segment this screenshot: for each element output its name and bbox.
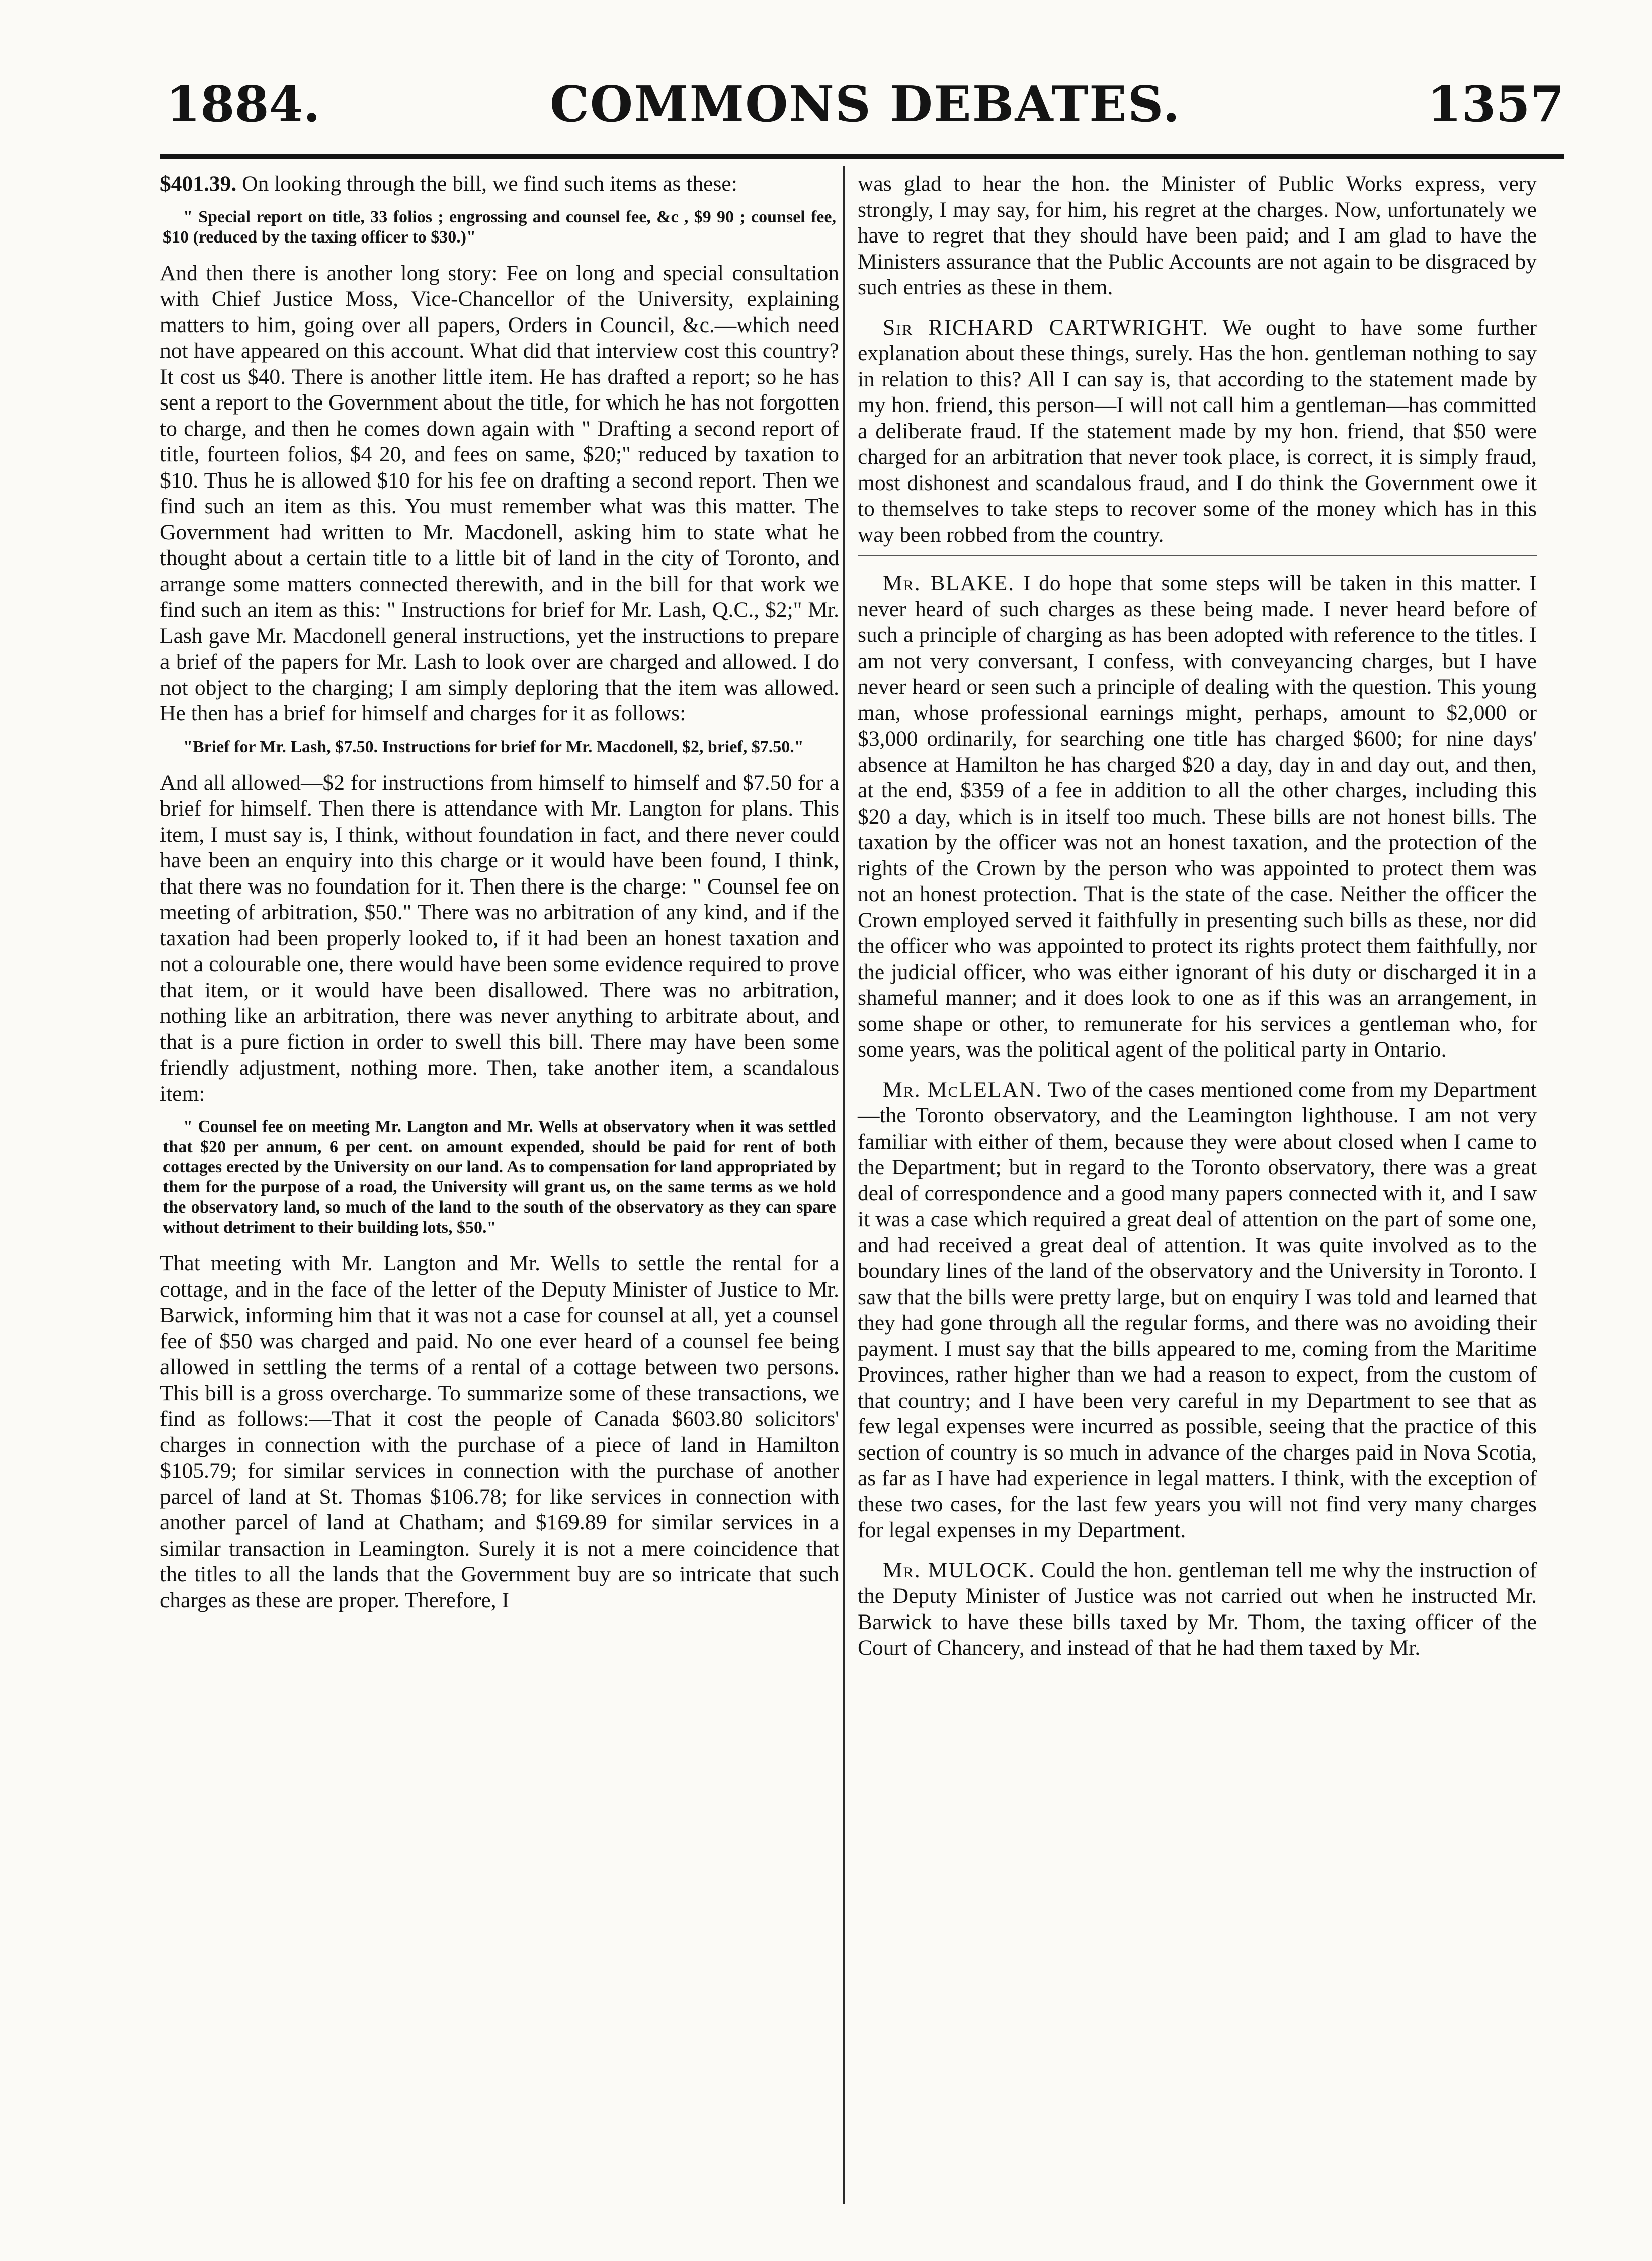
speaker-name: Mr. McLELAN. <box>883 1077 1043 1102</box>
header-year: 1884. <box>166 75 320 133</box>
left-column <box>160 171 839 1621</box>
quote-brief-for-lash: "Brief for Mr. Lash, $7.50. Instructions for brief for Mr. Macdonell, $2, brief, $7.50." <box>183 737 804 756</box>
speech-cartwright <box>858 315 1537 548</box>
header-page-number: 1357 <box>1427 75 1564 133</box>
quote-special-report: " Special report on title, 33 folios ; engrossing and counsel fee, &c , $9 90 ; counsel fee, $10 (reduced by the taxing officer to $30.)" <box>163 207 836 247</box>
right-column <box>858 171 1537 1668</box>
left-paragraph-1-text: On looking through the bill, we find such items as these: <box>242 172 737 196</box>
section-rule <box>858 555 1537 556</box>
amount-lead: $401.39. <box>160 172 237 196</box>
left-paragraph-3: And all allowed—$2 for instructions from himself to himself and $7.50 for a brief for himself. Then there is attendance with Mr. Langton for plans. This item, I must say is, I think, without foundation in fact, and there never could have been an enquiry into this charge or it would have been found, I think, that there was no foundation for it. Then there is the charge: " Counsel fee on meeting of arbitration, $50." There was no arbitration of any kind, and if the taxation had been properly looked to, if it had been an honest taxation and not a colourable one, there would have been some evidence required to prove that item, or it would have been disallowed. There was no arbitration, nothing like an arbitration, there was never anything to arbitrate about, and that is a pure fiction in order to swell this bill. There may have been some friendly adjustment, nothing more. Then, take another item, a scandalous item: <box>160 770 839 1106</box>
header-title: COMMONS DEBATES. <box>549 75 1181 133</box>
left-paragraph-4: That meeting with Mr. Langton and Mr. Wells to settle the rental for a cottage, and in the face of the letter of the Deputy Minister of Justice to Mr. Barwick, informing him that it was not a case for counsel at all, yet a counsel fee of $50 was charged and paid. No one ever heard of a counsel fee being allowed in settling the terms of a rental of a cottage between two persons. This bill is a gross overcharge. To summarize some of these transactions, we find as follows:—That it cost the people of Canada $603.80 solicitors' charges in connection with the purchase of a piece of land in Hamilton $105.79; for similar services in connection with the purchase of another parcel of land at St. Thomas $106.78; for like services in connection with another parcel of land at Chatham; and $169.89 for similar services in a similar transaction in Leamington. Surely it is not a mere coincidence that the titles to all the lands that the Government buy are so intricate that such charges as these are proper. Therefore, I <box>160 1251 839 1612</box>
speaker-name: Sir RICHARD CARTWRIGHT. <box>883 315 1209 340</box>
right-paragraph-1: was glad to hear the hon. the Minister of Public Works express, very strongly, I may say, for him, his regret at the charges. Now, unfortunately we have to regret that they should have been paid; and I am glad to have the Ministers assurance that the Public Accounts are not again to be disgraced by such entries as these in them. <box>858 172 1537 299</box>
speaker-name: Mr. BLAKE. <box>883 571 1015 595</box>
speech-text: Two of the cases mentioned come from my Department—the Toronto observatory, and the Leamington lighthouse. I am not very familiar with either of them, because they were about closed when I came to the Department; but in regard to the Toronto observatory, there was a great deal of correspondence and a good many papers connected with it, and I saw it was a case which required a great deal of attention on the part of some one, and had received a great deal of attention. It was quite involved as to the boundary lines of the land of the observatory and the University in Toronto. I saw that the bills were pretty large, but on enquiry I was told and learned that they had gone through all the regular forms, and there was no avoiding their payment. I must say that the bills appeared to me, coming from the Maritime Provinces, rather higher than we had a reason to expect, from the custom of that country; and I have been very careful in my Department to see that as few legal expenses were incurred as possible, seeing that the practice of this section of country is so much in advance of the charges paid in Nova Scotia, as far as I have had experience in legal matters. I think, with the exception of these two cases, for the last few years you will not find very many charges for legal expenses in my Department. <box>858 1077 1537 1542</box>
column-divider <box>843 166 845 2204</box>
header-rule <box>160 154 1564 159</box>
speech-blake <box>858 571 1537 1063</box>
speech-text: I do hope that some steps will be taken in this matter. I never heard of such charges as these being made. I never heard before of such a principle of charging as has been adopted with reference to the titles. I am not very conversant, I confess, with conveyancing charges, but I have never heard or seen such a principle of dealing with the question. This young man, whose professional earnings might, perhaps, amount to $2,000 or $3,000 ordinarily, for searching one title has charged $600; for nine days' absence at Hamilton he has charged $20 a day, day in and day out, and then, at the end, $359 of a fee in addition to all the other charges, including this $20 a day, which is in itself too much. These bills are not honest bills. The taxation by the officer was not an honest taxation, and the protection of the rights of the Crown by the person who was appointed to protect them was not an honest protection. That is the state of the case. Neither the officer the Crown employed served it faithfully in presenting such bills as these, nor did the officer who was appointed to protect its rights protect them faithfully, nor the judicial officer, who was either ignorant of his duty or discharged it in a shameful manner; and it does look to one as if this was an arrangement, in some shape or other, to remunerate for his services a gentleman who, for some years, was the political agent of the political party in Ontario. <box>858 571 1537 1062</box>
quote-counsel-fee-meeting: " Counsel fee on meeting Mr. Langton and Mr. Wells at observatory when it was settled that $20 per annum, 6 per cent. on amount expended, should be paid for rent of both cottages erected by the University on our land. As to compensation for land appropriated by them for the purpose of a road, the University will grant us, on the same terms as we hold the observatory land, so much of the land to the south of the observatory as they can spare without detriment to their building lots, $50." <box>163 1117 836 1237</box>
speech-text: Could the hon. gentleman tell me why the instruction of the Deputy Minister of Justice was not carried out when he instructed Mr. Barwick to have these bills taxed by Mr. Thom, the taxing officer of the Court of Chancery, and instead of that he had them taxed by Mr. <box>858 1558 1537 1660</box>
left-paragraph-2: And then there is another long story: Fee on long and special consultation with Chief Justice Moss, Vice-Chancellor of the University, explaining matters to him, going over all papers, Orders in Council, &c.—which need not have appeared on this account. What did that interview cost this country? It cost us $40. There is another little item. He has drafted a report; so he has sent a report to the Government about the title, for which he has not forgotten to charge, and then he comes down again with " Drafting a second report of title, fourteen folios, $4 20, and fees on same, $20;" reduced by taxation to $10. Thus he is allowed $10 for his fee on drafting a second report. Then we find such an item as this. You must remember what was this matter. The Government had written to Mr. Macdonell, asking him to state what he thought about a certain title to a little bit of land in the city of Toronto, and arrange some matters connected therewith, and in the bill for that work we find such an item as this: " Instructions for brief for Mr. Lash, Q.C., $2;" Mr. Lash gave Mr. Macdonell general instructions, yet the instructions to prepare a brief of the papers for Mr. Lash to look over are charged and allowed. I do not object to the charging; I am simply deploring that the item was allowed. He then has a brief for himself and charges for it as follows: <box>160 261 839 725</box>
speech-mulock <box>858 1558 1537 1661</box>
speech-text: We ought to have some further explanation about these things, surely. Has the hon. gentleman nothing to say in relation to this? All I can say is, that according to the statement made by my hon. friend, this person—I will not call him a gentleman—has committed a deliberate fraud. If the statement made by my hon. friend, that $50 were charged for an arbitration that never took place, is correct, it is simply fraud, most dishonest and scandalous fraud, and I do think the Government owe it to themselves to take steps to recover some of the money which has in this way been robbed from the country. <box>858 315 1537 547</box>
speech-mclelan <box>858 1077 1537 1544</box>
left-paragraph-1 <box>160 171 839 197</box>
speaker-name: Mr. MULOCK. <box>883 1558 1036 1582</box>
page-header <box>166 75 1564 141</box>
